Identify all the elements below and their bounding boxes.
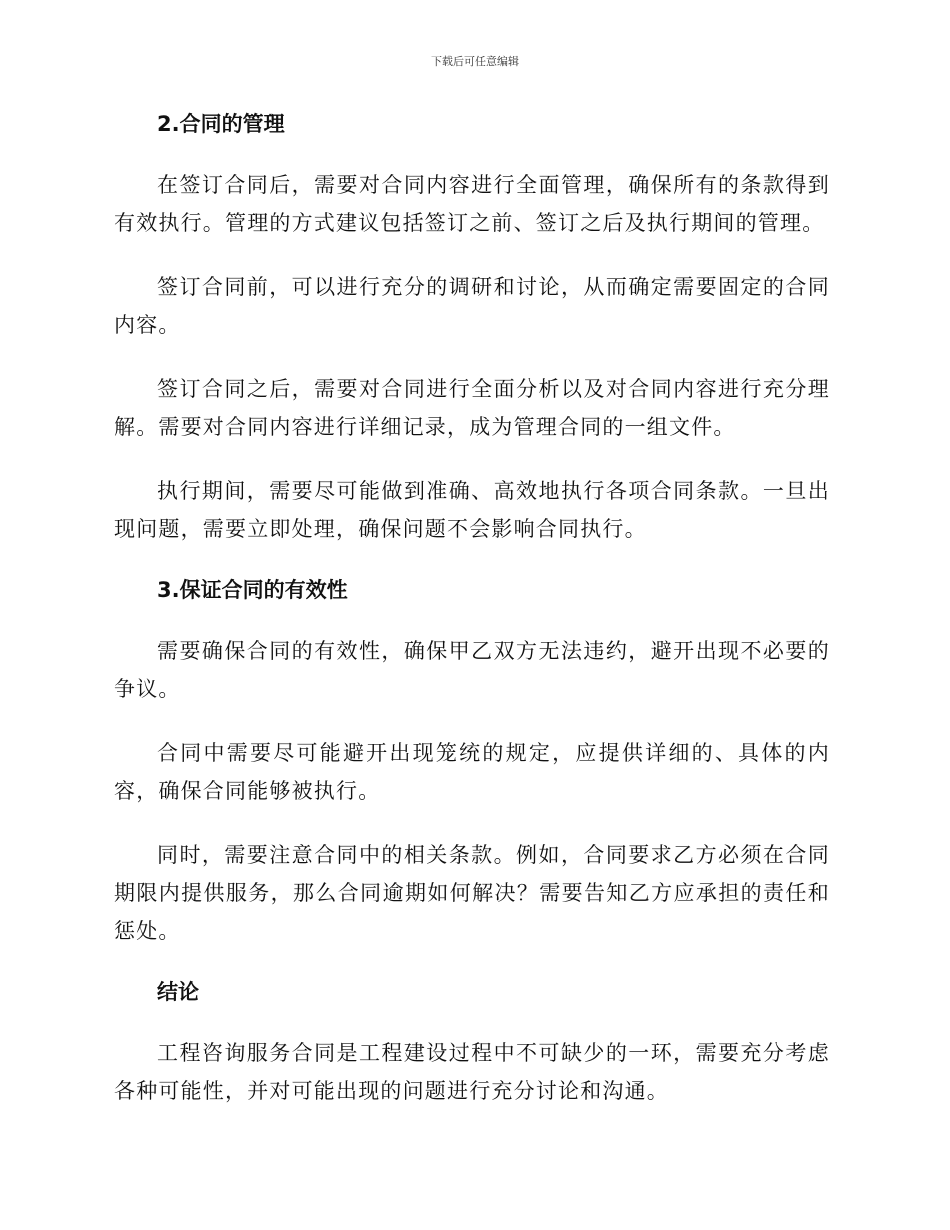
section-heading: 结论 [157, 980, 199, 1004]
section-heading: 2.合同的管理 [157, 112, 285, 136]
paragraph: 需要确保合同的有效性，确保甲乙双方无法违约，避开出现不必要的争议。 [114, 639, 830, 701]
paragraph: 同时，需要注意合同中的相关条款。例如，合同要求乙方必须在合同期限内提供服务，那么合同逾期如何解决？需要告知乙方应承担的责任和惩处。 [114, 843, 830, 943]
paragraph: 执行期间，需要尽可能做到准确、高效地执行各项合同条款。一旦出现问题，需要立即处理，确保问题不会影响合同执行。 [114, 479, 830, 541]
page-header-note: 下载后可任意编辑 [431, 55, 519, 68]
paragraph: 签订合同前，可以进行充分的调研和讨论，从而确定需要固定的合同内容。 [114, 275, 830, 337]
paragraph: 工程咨询服务合同是工程建设过程中不可缺少的一环，需要充分考虑各种可能性，并对可能出现的问题进行充分讨论和沟通。 [114, 1041, 830, 1103]
paragraph: 签订合同之后，需要对合同进行全面分析以及对合同内容进行充分理解。需要对合同内容进行详细记录，成为管理合同的一组文件。 [114, 377, 830, 439]
document-body [114, 108, 830, 1136]
section-conclusion [114, 976, 830, 1110]
paragraph: 合同中需要尽可能避开出现笼统的规定，应提供详细的、具体的内容，确保合同能够被执行。 [114, 741, 830, 803]
section-heading: 3.保证合同的有效性 [157, 578, 348, 602]
paragraph: 在签订合同后，需要对合同内容进行全面管理，确保所有的条款得到有效执行。管理的方式建议包括签订之前、签订之后及执行期间的管理。 [114, 173, 830, 235]
section-contract-management [114, 108, 830, 548]
section-contract-validity [114, 574, 830, 950]
